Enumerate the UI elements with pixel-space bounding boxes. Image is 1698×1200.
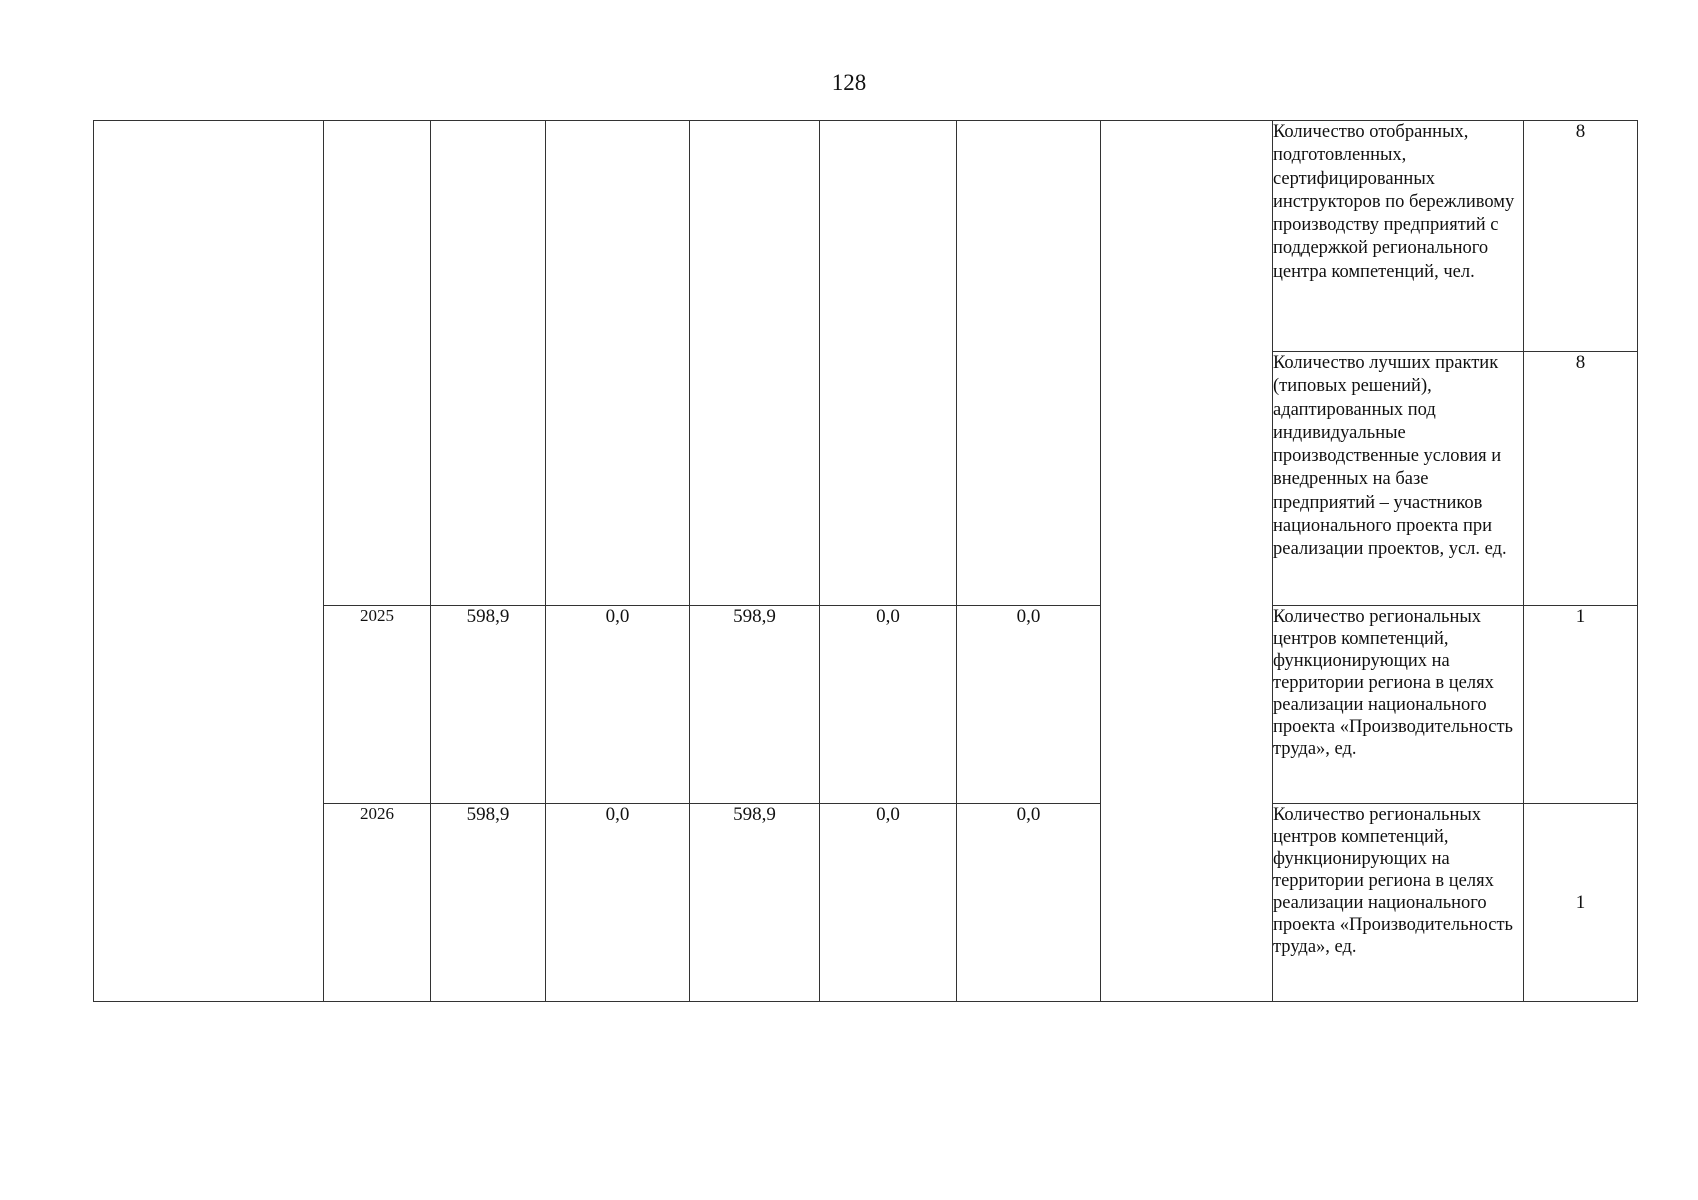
- amount-cell: 0,0: [546, 804, 690, 1002]
- indicator-value: 1: [1524, 606, 1638, 804]
- data-table: [93, 120, 1638, 1002]
- empty-cell: [820, 121, 957, 606]
- amount-cell: 0,0: [820, 606, 957, 804]
- empty-cell: [431, 121, 546, 606]
- amount-cell: 598,9: [690, 606, 820, 804]
- empty-cell: [1101, 121, 1273, 1002]
- amount-cell: 0,0: [957, 606, 1101, 804]
- table-row: [94, 804, 1638, 1002]
- indicator-description: Количество региональных центров компетенций, функционирующих на территории региона в целях реализации национального проекта «Производительность труда», ед.: [1273, 804, 1524, 1002]
- empty-cell: [957, 121, 1101, 606]
- amount-cell: 0,0: [820, 804, 957, 1002]
- empty-cell: [546, 121, 690, 606]
- total-cell: 598,9: [431, 804, 546, 1002]
- page-number: 128: [831, 70, 867, 95]
- amount-cell: 0,0: [546, 606, 690, 804]
- amount-cell: 598,9: [690, 804, 820, 1002]
- empty-cell: [324, 121, 431, 606]
- indicator-value: 8: [1524, 352, 1638, 606]
- year-cell: 2025: [324, 606, 431, 804]
- total-cell: 598,9: [431, 606, 546, 804]
- table-row: [94, 606, 1638, 804]
- empty-cell: [690, 121, 820, 606]
- year-cell: 2026: [324, 804, 431, 1002]
- empty-cell: [94, 121, 324, 1002]
- amount-cell: 0,0: [957, 804, 1101, 1002]
- indicator-description: Количество региональных центров компетенций, функционирующих на территории региона в целях реализации национального проекта «Производительность труда», ед.: [1273, 606, 1524, 804]
- table-row: [94, 121, 1638, 352]
- indicator-description: Количество лучших практик (типовых решений), адаптированных под индивидуальные производственные условия и внедренных на базе предприятий – участников национального проекта при реализации проектов, усл. ед.: [1273, 352, 1524, 606]
- indicator-value: 1: [1524, 804, 1638, 1002]
- indicator-description: Количество отобранных, подготовленных, сертифицированных инструкторов по бережливому производству предприятий с поддержкой регионального центра компетенций, чел.: [1273, 121, 1524, 352]
- indicator-value: 8: [1524, 121, 1638, 352]
